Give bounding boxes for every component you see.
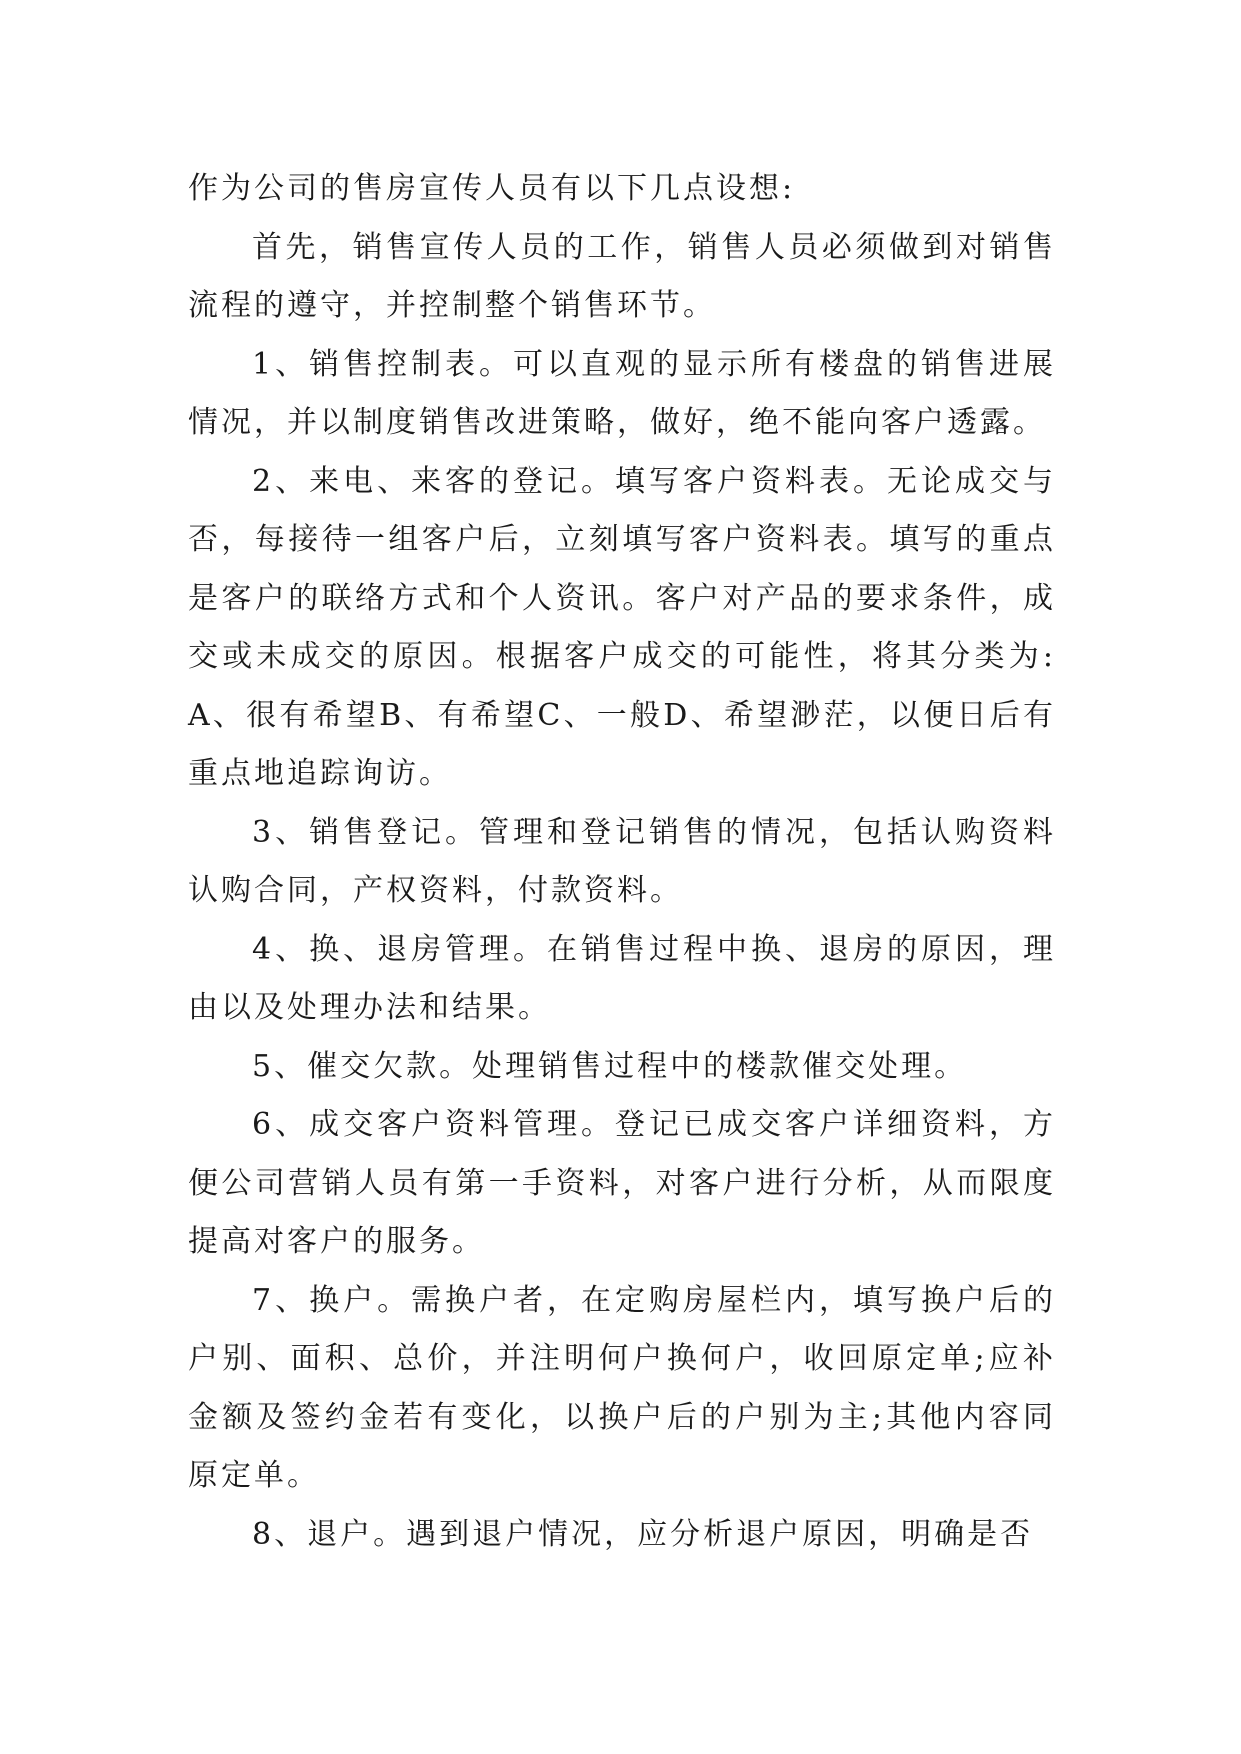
paragraph-item-8: 8、退户。遇到退户情况，应分析退户原因，明确是否 xyxy=(252,1516,1034,1552)
paragraph-intro: 作为公司的售房宣传人员有以下几点设想: xyxy=(188,171,796,206)
paragraph-item-4: 4、换、退房管理。在销售过程中换、退房的原因，理由以及处理办法和结果。 xyxy=(188,931,1056,1025)
paragraph-first: 首先，销售宣传人员的工作，销售人员必须做到对销售流程的遵守，并控制整个销售环节。 xyxy=(188,229,1056,323)
paragraph-item-3: 3、销售登记。管理和登记销售的情况，包括认购资料认购合同，产权资料，付款资料。 xyxy=(188,814,1056,908)
paragraph-item-6: 6、成交客户资料管理。登记已成交客户详细资料，方便公司营销人员有第一手资料，对客户进行分析，从而限度提高对客户的服务。 xyxy=(188,1107,1056,1259)
document-body xyxy=(188,160,1056,1564)
paragraph-item-2: 2、来电、来客的登记。填写客户资料表。无论成交与否，每接待一组客户后，立刻填写客户资料表。填写的重点是客户的联络方式和个人资讯。客户对产品的要求条件，成交或未成交的原因。根据客户成交的可能性，将其分类为:A、很有希望B、有希望C、一般D、希望渺茫，以便日后有重点地追踪询访。 xyxy=(188,463,1056,791)
paragraph-item-7: 7、换户。需换户者，在定购房屋栏内，填写换户后的户别、面积、总价，并注明何户换何户，收回原定单;应补金额及签约金若有变化，以换户后的户别为主;其他内容同原定单。 xyxy=(188,1282,1056,1493)
paragraph-item-1: 1、销售控制表。可以直观的显示所有楼盘的销售进展情况，并以制度销售改进策略，做好，绝不能向客户透露。 xyxy=(188,346,1056,440)
paragraph-item-5: 5、催交欠款。处理销售过程中的楼款催交处理。 xyxy=(252,1048,968,1084)
